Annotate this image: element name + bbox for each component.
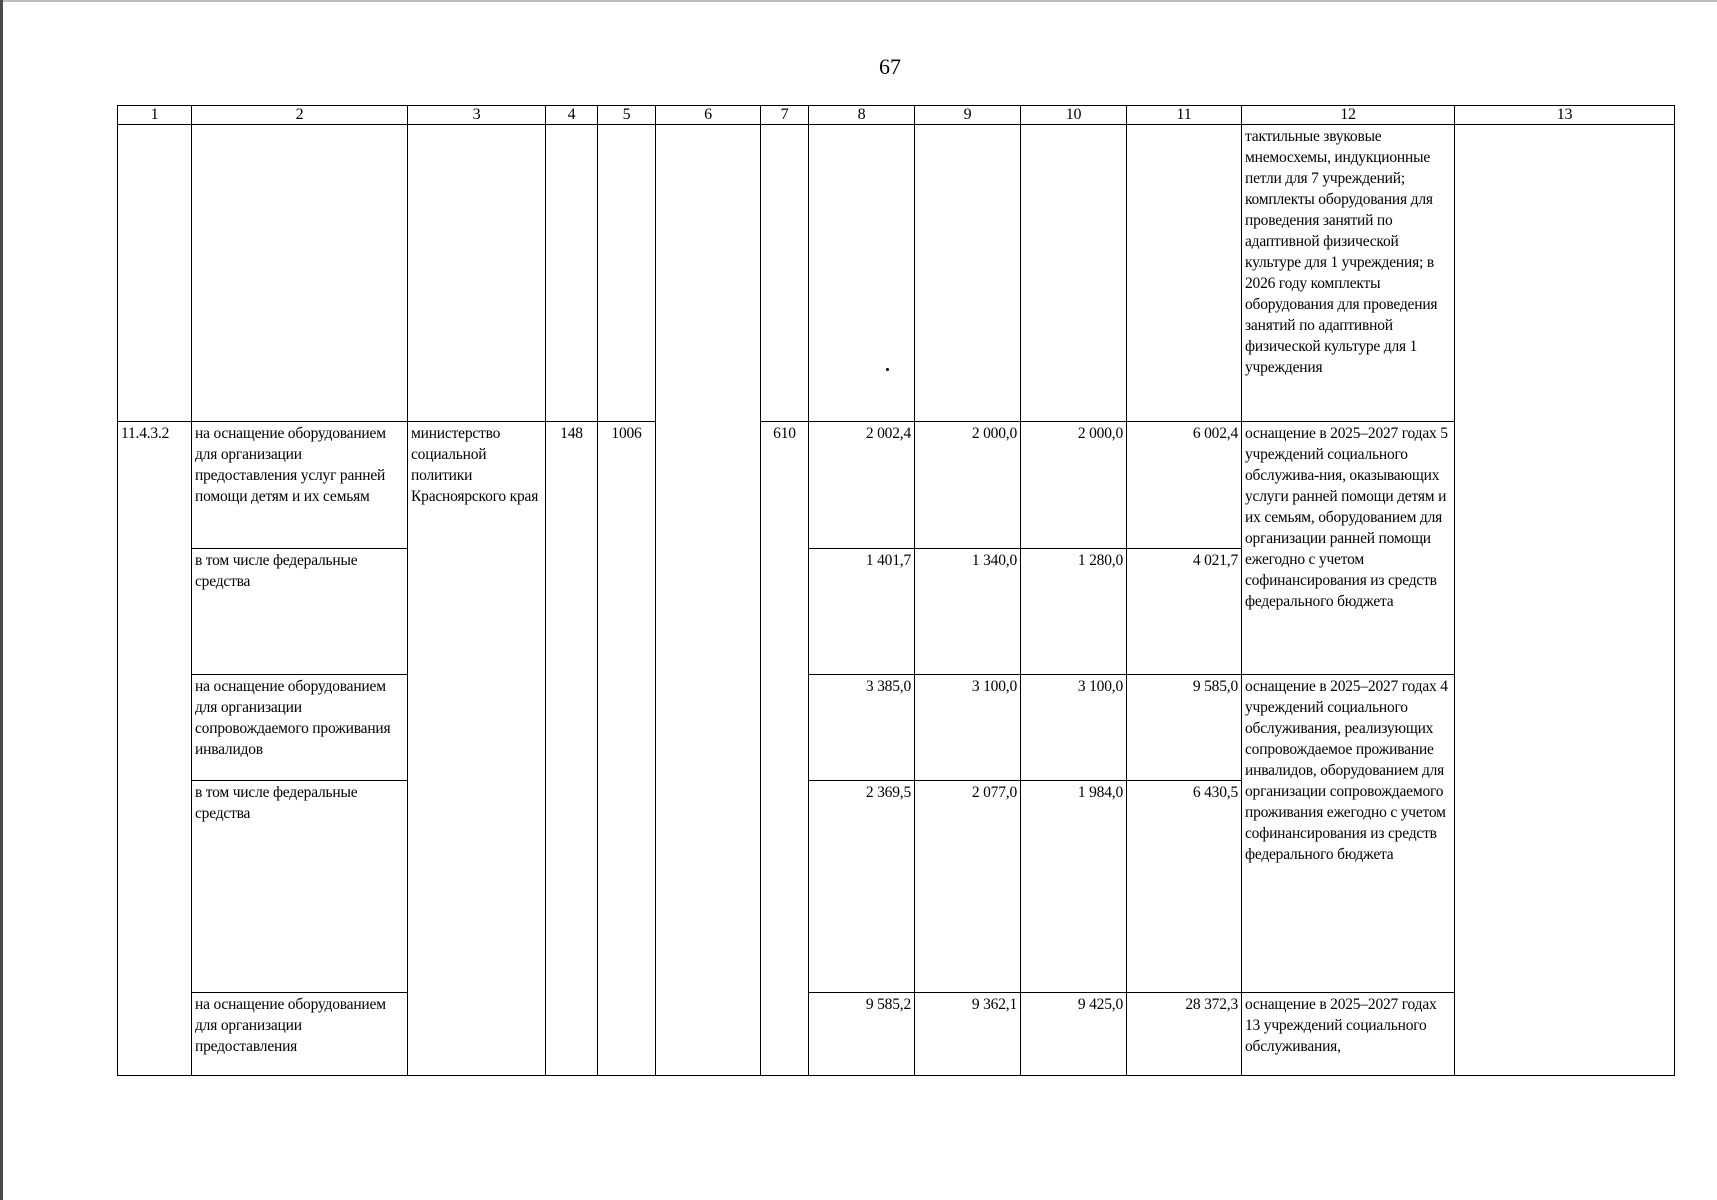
col-header: 7 — [761, 106, 809, 125]
page-number: 67 — [879, 54, 901, 79]
col-header: 6 — [656, 106, 761, 125]
value-total: 4 021,7 — [1127, 549, 1242, 675]
col-header: 2 — [192, 106, 408, 125]
table-cell — [1455, 125, 1675, 1076]
item-name: в том числе федеральные средства — [192, 549, 408, 675]
value-2025: 9 585,2 — [809, 993, 915, 1076]
result-cell: оснащение в 2025–2027 годах 5 учреждений социального обслужива-ния, оказывающих услуги ранней помощи детям и их семьям, оборудованием для организации ранней помощи ежегодно с учетом софинансирования из средств федерального бюджета — [1242, 422, 1455, 675]
table-row — [118, 993, 1675, 1076]
table-cell — [408, 125, 546, 422]
value-2026: 2 077,0 — [915, 781, 1021, 993]
col-header: 4 — [546, 106, 598, 125]
table-cell — [1021, 125, 1127, 422]
table-row — [118, 125, 1675, 422]
vr-code: 610 — [761, 422, 809, 1076]
col-header: 9 — [915, 106, 1021, 125]
scan-left-edge — [0, 0, 3, 1200]
col-header: 1 — [118, 106, 192, 125]
item-name: на оснащение оборудованием для организации предоставления — [192, 993, 408, 1076]
table-cell — [118, 125, 192, 422]
budget-table — [117, 105, 1675, 1076]
table-cell — [1127, 125, 1242, 422]
value-2026: 9 362,1 — [915, 993, 1021, 1076]
table-cell — [192, 125, 408, 422]
value-2025: 3 385,0 — [809, 675, 915, 781]
result-cell: оснащение в 2025–2027 годах 13 учреждений социального обслуживания, — [1242, 993, 1455, 1076]
result-cell: тактильные звуковые мнемосхемы, индукционные петли для 7 учреждений; комплекты оборудования для проведения занятий по адаптивной физической культуре для 1 учреждения; в 2026 году комплекты оборудования для проведения занятий по адаптивной физической культуре для 1 учреждения — [1242, 125, 1455, 422]
value-2027: 9 425,0 — [1021, 993, 1127, 1076]
table-cell — [546, 125, 598, 422]
col-header: 3 — [408, 106, 546, 125]
value-2025: 2 002,4 — [809, 422, 915, 549]
table-cell — [915, 125, 1021, 422]
col-header: 8 — [809, 106, 915, 125]
value-2026: 3 100,0 — [915, 675, 1021, 781]
col-header: 12 — [1242, 106, 1455, 125]
value-2027: 1 984,0 — [1021, 781, 1127, 993]
value-total: 6 002,4 — [1127, 422, 1242, 549]
table-cell — [809, 125, 915, 422]
grbs-code: 148 — [546, 422, 598, 1076]
col-header: 13 — [1455, 106, 1675, 125]
item-name: в том числе федеральные средства — [192, 781, 408, 993]
responsible-ministry: министерство социальной политики Красноярского края — [408, 422, 546, 1076]
value-2025: 2 369,5 — [809, 781, 915, 993]
value-2025: 1 401,7 — [809, 549, 915, 675]
value-total: 28 372,3 — [1127, 993, 1242, 1076]
value-2026: 1 340,0 — [915, 549, 1021, 675]
table-row — [118, 675, 1675, 781]
result-cell: оснащение в 2025–2027 годах 4 учреждений социального обслуживания, реализующих сопровождаемое проживание инвалидов, оборудованием для организации сопровождаемого проживания ежегодно с учетом софинансирования из средств федерального бюджета — [1242, 675, 1455, 993]
table-cell — [598, 125, 656, 422]
table-row — [118, 422, 1675, 549]
rzpr-code: 1006 — [598, 422, 656, 1076]
scan-dot — [886, 368, 889, 371]
value-2027: 2 000,0 — [1021, 422, 1127, 549]
scan-top-edge — [0, 0, 1717, 2]
value-2026: 2 000,0 — [915, 422, 1021, 549]
value-total: 9 585,0 — [1127, 675, 1242, 781]
value-total: 6 430,5 — [1127, 781, 1242, 993]
table-cell — [761, 125, 809, 422]
value-2027: 3 100,0 — [1021, 675, 1127, 781]
value-2027: 1 280,0 — [1021, 549, 1127, 675]
item-name: на оснащение оборудованием для организации сопровождаемого проживания инвалидов — [192, 675, 408, 781]
header-row — [118, 106, 1675, 125]
table-cell — [656, 125, 761, 1076]
col-header: 10 — [1021, 106, 1127, 125]
col-header: 11 — [1127, 106, 1242, 125]
col-header: 5 — [598, 106, 656, 125]
item-name: на оснащение оборудованием для организации предоставления услуг ранней помощи детям и их семьям — [192, 422, 408, 549]
item-code: 11.4.3.2 — [118, 422, 192, 1076]
